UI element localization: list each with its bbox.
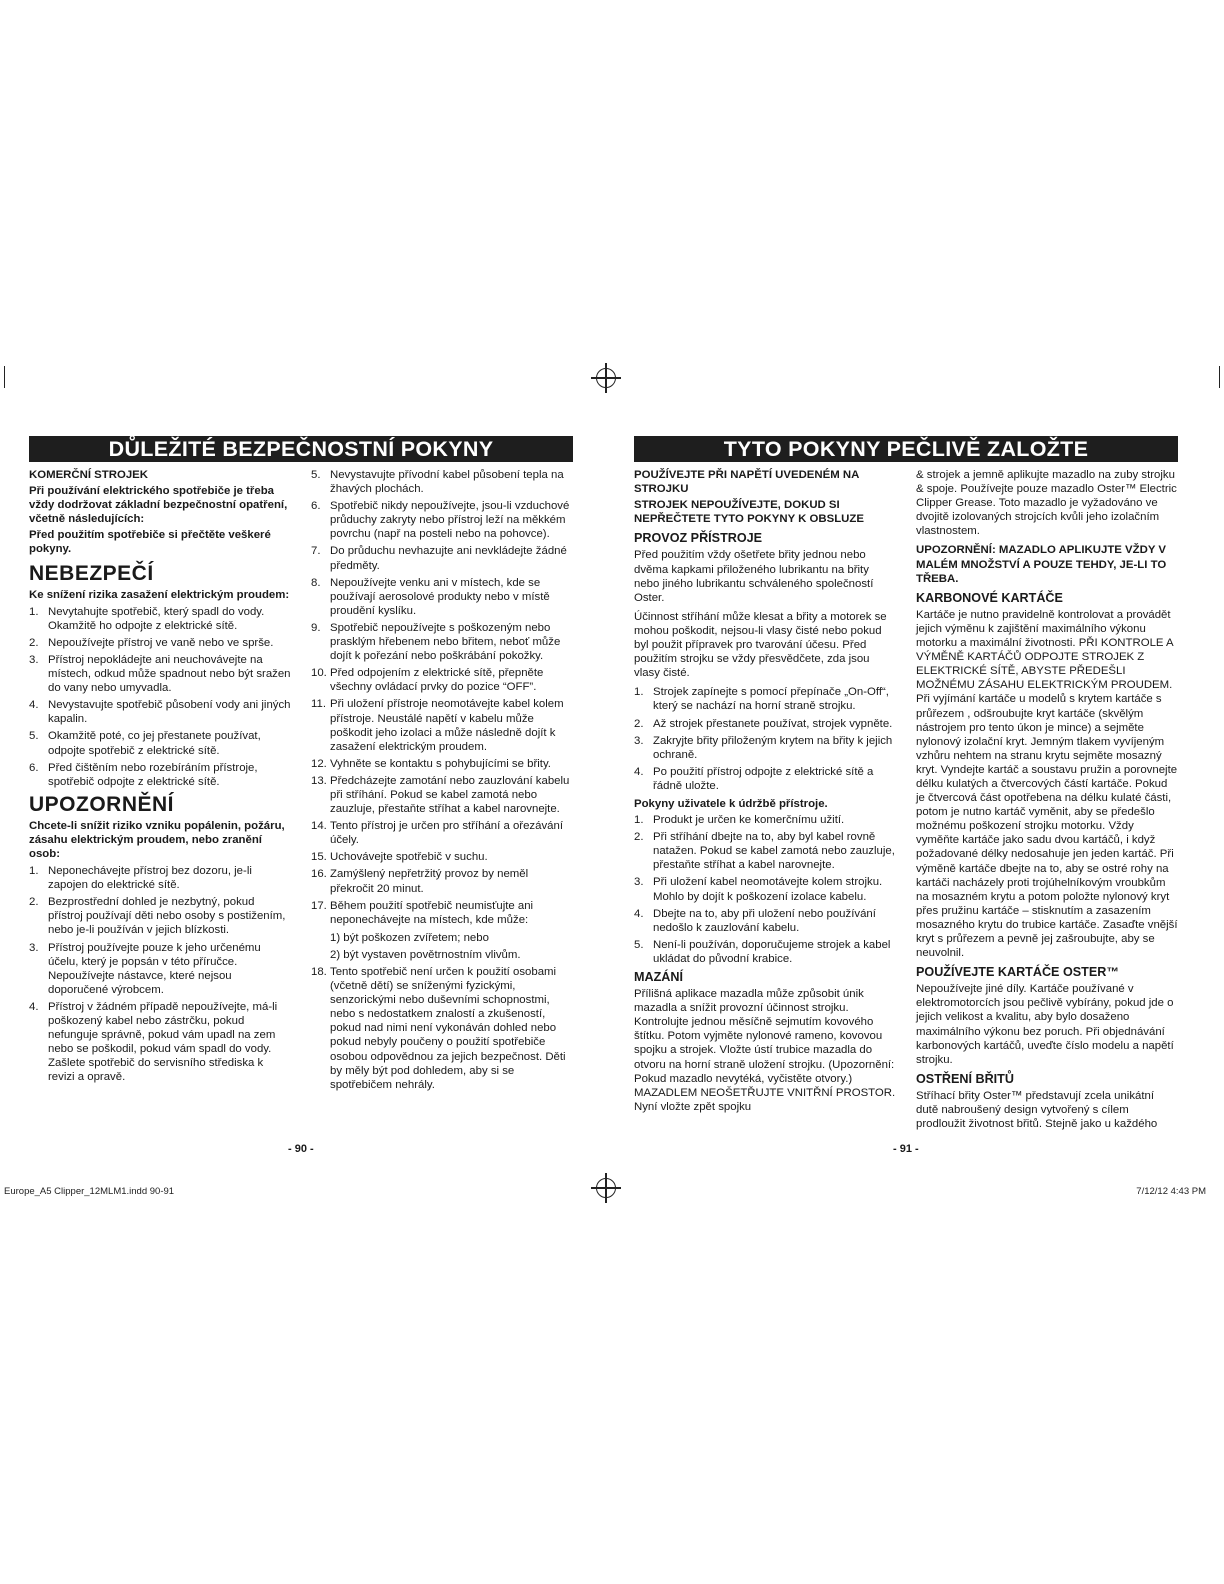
list-item: 2. Až strojek přestanete používat, strojek vypněte. xyxy=(634,717,893,730)
operation-paragraph-2: Účinnost stříhání může klesat a břity a motorek se mohou poškodit, nejsou-li vlasy čisté nebo pokud byl použit přípravek pro tvarování účesu. Před použitím strojku se vždy přesvědčete, zda jsou vlasy čisté. xyxy=(634,610,887,680)
list-item: 11. Při uložení přístroje neomotávejte kabel kolem přístroje. Neustálé napětí v kabelu může poškodit jeho izolaci a může následně dojít k zasažení elektrickým proudem. xyxy=(311,698,564,753)
commercial-label: KOMERČNÍ STROJEK xyxy=(29,469,148,481)
list-item: 3. Přístroj používejte pouze k jeho určenému účelu, který je popsán v této příručce. Nepoužívejte nástavce, které nejsou doporučené výrobcem. xyxy=(29,941,261,996)
registration-mark-bottom-icon xyxy=(596,1178,616,1198)
list-item: 13. Předcházejte zamotání nebo zauzlování kabelu při stříhání. Pokud se kabel zamotá nebo zauzluje, přestaňte stříhat a kabel narovnejte. xyxy=(311,774,570,816)
list-item: 1. Neponechávejte přístroj bez dozoru, je-li zapojen do elektrické sítě. xyxy=(29,865,252,892)
list-item: 14. Tento přístroj je určen pro stříhání a ořezávání účely. xyxy=(311,820,563,847)
list-item: 5. Okamžitě poté, co jej přestanete používat, odpojte spotřebič z elektrické sítě. xyxy=(29,730,261,757)
sharpening-heading: OSTŘENÍ BŘITŮ xyxy=(916,1071,1014,1086)
left-column-2 xyxy=(311,468,573,1096)
registration-mark-top-icon xyxy=(596,368,616,388)
danger-list xyxy=(29,605,291,789)
crop-mark-left xyxy=(4,366,5,388)
list-item: 3. Přístroj nepokládejte ani neuchovávejte na místech, odkud může spadnout nebo být sražen do vany nebo umyvadla. xyxy=(29,653,291,695)
right-column-2 xyxy=(916,468,1178,1136)
list-item: 2. Bezprostřední dohled je nezbytný, pokud přístroj používají děti nebo osoby s postižením, nebo je-li používán v jejich blízkosti. xyxy=(29,896,286,937)
list-item: 5. Není-li používán, doporučujeme strojek a kabel ukládat do původní krabice. xyxy=(634,938,891,965)
right-page xyxy=(634,436,1178,1136)
list-item: 10. Před odpojením z elektrické sítě, přepněte všechny ovládací prvky do pozice “OFF”. xyxy=(311,667,544,694)
lubrication-continued: & strojek a jemně aplikujte mazadlo na zuby strojku & spoje. Používejte pouze mazadlo Oster™ Electric Clipper Grease. Toto mazadlo je vyžadováno ve dvojitě izolovaných strojcích kvůli jeho izolačním vlastnostem. xyxy=(916,469,1177,538)
list-item: 5. Nevystavujte přívodní kabel působení tepla na žhavých plochách. xyxy=(311,469,564,496)
list-item: 6. Před čištěním nebo rozebíráním přístroje, spotřebič odpojte z elektrické sítě. xyxy=(29,761,258,788)
brushes-heading: KARBONOVÉ KARTÁČE xyxy=(916,590,1063,605)
list-item: 1. Nevytahujte spotřebič, který spadl do vody. Okamžitě ho odpojte z elektrické sítě. xyxy=(29,605,265,632)
lubrication-paragraph: Přílišná aplikace mazadla může způsobit únik mazadla a snížit provozní účinnost strojku. Kontrolujte jednou měsíčně sejmutím kovového štítku. Potom vyjměte nylonové rameno, kovovou spojku a strojek. Vložte ústí trubice mazadla do otvoru na horní straně uložení strojku. (Upozornění: Pokud mazadlo nevytéká, vyčistěte otvory.) MAZADLEM NEOŠETŘUJTE VNITŘNÍ PROSTOR. Nyní vložte zpět spojku xyxy=(634,988,896,1113)
lubrication-warning: UPOZORNĚNÍ: MAZADLO APLIKUJTE VŽDY V MALÉM MNOŽSTVÍ A POUZE TEHDY, JE-LI TO TŘEBA. xyxy=(916,544,1167,585)
list-item: 1. Produkt je určen ke komerčnímu užití. xyxy=(634,814,845,827)
read-first-notice: STROJEK NEPOUŽÍVEJTE, DOKUD SI NEPŘEČTETE TYTO POKYNY K OBSLUZE xyxy=(634,499,864,526)
list-item: 9. Spotřebič nepoužívejte s poškozeným nebo prasklým hřebenem nebo břitem, neboť může dojít k pořezání nebo poškrábání pokožky. xyxy=(311,621,561,663)
list-item: 1. Strojek zapínejte s pomocí přepínače „On-Off“, který se nachází na horní straně strojku. xyxy=(634,686,889,713)
right-page-title: TYTO POKYNY PEČLIVĚ ZALOŽTE xyxy=(634,436,1178,462)
crop-mark-right xyxy=(1219,366,1220,388)
list-item: 16. Zamýšlený nepřetržitý provoz by neměl překročit 20 minut. xyxy=(311,868,529,895)
maintenance-list xyxy=(634,813,896,966)
left-column-1 xyxy=(29,468,291,1096)
lubrication-heading: MAZÁNÍ xyxy=(634,970,683,984)
warning-heading: UPOZORNĚNÍ xyxy=(29,792,175,816)
list-item: 7. Do průduchu nevhazujte ani nevkládejte žádné předměty. xyxy=(311,545,567,572)
list-item: 8. Nepoužívejte venku ani v místech, kde se používají aerosolové produkty nebo v místě proudění kyslíku. xyxy=(311,576,550,617)
brushes-paragraph: Kartáče je nutno pravidelně kontrolovat a provádět jejich výměnu k zajištění maximálního výkonu motorku a maximální životnosti. PŘI KONTROLE A VÝMĚNĚ KARTÁČŮ ODPOJTE STROJEK Z ELEKTRICKÉ SÍTĚ, ABYSTE PŘEDEŠLI MOŽNÉMU ZÁSAHU ELEKTRICKÝM PROUDEM. Při vyjímání kartáče u modelů s krytem kartáče s průřezem , odšroubujte kryt kartáče (skvělým nástrojem pro tento úkon je mince) a sejměte nylonový izolační kryt. Jemným tlakem vyvíjeným vzhůru nehtem na stranu krytu sejměte mosazný kryt. Vyndejte kartáč a soustavu pružin a porovnejte délku kulatých a čtvercových částí kartáče. Pokud je čtvercová část opotřebena na délku kulaté části, potom je nutno kartáč vyměnit, aby se předešlo možnému poškození strojku motorku. Vždy vyměňte kartáče jako sadu dvou kartáčů, i když požadované délky nedosahuje jen jeden kartáč. Při výměně kartáče dbejte na to, aby se ostré rohy na kartáči nacházely proti trojúhelníkovým vroubkům na mosazném krytu a potom položte nylonový kryt přes pružinu kartáče – stisknutím a zasazením mosazného krytu do trubice kartáče. Zasaďte vnější kryt s průřezem a pevně jej zašroubujte, aby se neuvolnil. xyxy=(916,608,1178,960)
danger-subheading: Ke snížení rizika zasažení elektrickým proudem: xyxy=(29,588,290,601)
list-item: 4. Nevystavujte spotřebič působení vody ani jiných kapalin. xyxy=(29,699,291,726)
left-page-title: DŮLEŽITÉ BEZPEČNOSTNÍ POKYNY xyxy=(29,436,573,462)
list-item: 17. Během použití spotřebič neumisťujte ani neponechávejte na místech, kde může: xyxy=(311,899,534,926)
list-item: 15. Uchovávejte spotřebič v suchu. xyxy=(311,851,488,864)
right-column-1 xyxy=(634,468,896,1136)
list-item: 3. Zakryjte břity přiloženým krytem na břity k jejich ochraně. xyxy=(634,734,893,761)
sharpening-paragraph: Stříhací břity Oster™ představují zcela unikátní dutě nabroušený design vytvořený s cílem prodloužit životnost břitů. Stejně jako u každého xyxy=(916,1089,1158,1131)
list-item: 4. Po použití přístroj odpojte z elektrické sítě a řádně uložte. xyxy=(634,765,874,792)
operation-heading: PROVOZ PŘÍSTROJE xyxy=(634,531,763,546)
list-item: 6. Spotřebič nikdy nepoužívejte, jsou-li vzduchové průduchy zakryty nebo přístroj leží na měkkém povrchu (např na posteli nebo na pohovce). xyxy=(311,500,570,541)
sub-item-1: 1) být poškozen zvířetem; nebo xyxy=(330,931,489,944)
operation-paragraph-1: Před použitím vždy ošetřete břity jednou nebo dvěma kapkami přiloženého lubrikantu na břity nebo jiného lubrikantu schváleného společností Oster. xyxy=(634,549,874,604)
left-page-number: - 90 - xyxy=(288,1143,314,1155)
list-item: 3. Při uložení kabel neomotávejte kolem strojku. Mohlo by dojít k poškození izolace kabelu. xyxy=(634,876,883,903)
danger-heading: NEBEZPEČÍ xyxy=(29,561,154,585)
list-item: 12. Vyhněte se kontaktu s pohybujícími se břity. xyxy=(311,757,551,770)
oster-brushes-heading: POUŽÍVEJTE KARTÁČE OSTER™ xyxy=(916,965,1119,980)
maintenance-heading: Pokyny uživatele k údržbě přístroje. xyxy=(634,797,828,810)
sub-item-2: 2) být vystaven povětrnostním vlivům. xyxy=(330,948,521,961)
oster-brushes-paragraph: Nepoužívejte jiné díly. Kartáče používané v elektromotorcích jsou pečlivě vybírány, pokud jde o jejich velikost a kvalitu, aby bylo dosaženo maximálního výkonu bez poruch. Při objednávání karbonových kartáčů, uveďte číslo modelu a napětí strojku. xyxy=(916,983,1174,1066)
right-page-number: - 91 - xyxy=(893,1143,919,1155)
list-item: 18. Tento spotřebič není určen k použití osobami (včetně dětí) se sníženými fyzickými, senzorickými nebo duševními schopnostmi, nebo s nedostatkem znalostí a zkušeností, pokud nad nimi není vykonáván dohled nebo pokud nebyly poučeny o použití spotřebiče osobou odpovědnou za jejich bezpečnost. Děti by měly být pod dohledem, aby si se spotřebičem nehrály. xyxy=(311,966,566,1091)
intro-1: Při používání elektrického spotřebiče je třeba vždy dodržovat základní bezpečnostní opatření, včetně následujících: xyxy=(29,485,288,526)
left-page xyxy=(29,436,573,1096)
list-item: 2. Při stříhání dbejte na to, aby byl kabel rovně natažen. Pokud se kabel zamotá nebo zauzluje, přestaňte stříhat a kabel narovnejte. xyxy=(634,831,895,872)
voltage-notice: POUŽÍVEJTE PŘI NAPĚTÍ UVEDENÉM NA STROJKU xyxy=(634,469,859,496)
slug-file: Europe_A5 Clipper_12MLM1.indd 90-91 xyxy=(4,1186,175,1197)
list-item: 2. Nepoužívejte přístroj ve vaně nebo ve sprše. xyxy=(29,636,274,649)
list-item: 4. Přístroj v žádném případě nepoužívejte, má-li poškozený kabel nebo zástrčku, pokud nefunguje správně, pokud vám upadl na zem nebo se poškodil, pokud vám spadl do vody. Zašlete spotřebič do servisního střediska k revizi a opravě. xyxy=(29,1000,278,1084)
warning-subheading: Chcete-li snížit riziko vzniku popálenin, požáru, zásahu elektrickým proudem, nebo zranění osob: xyxy=(29,819,285,860)
safety-list-continued xyxy=(311,468,573,927)
operation-list xyxy=(634,685,896,793)
list-item: 4. Dbejte na to, aby při uložení nebo používání nedošlo k zauzlování kabelu. xyxy=(634,907,876,934)
slug-date: 7/12/12 4:43 PM xyxy=(1136,1186,1206,1197)
safety-list-end xyxy=(311,965,573,1092)
intro-2: Před použitím spotřebiče si přečtěte veškeré pokyny. xyxy=(29,529,271,556)
warning-list xyxy=(29,864,291,1084)
